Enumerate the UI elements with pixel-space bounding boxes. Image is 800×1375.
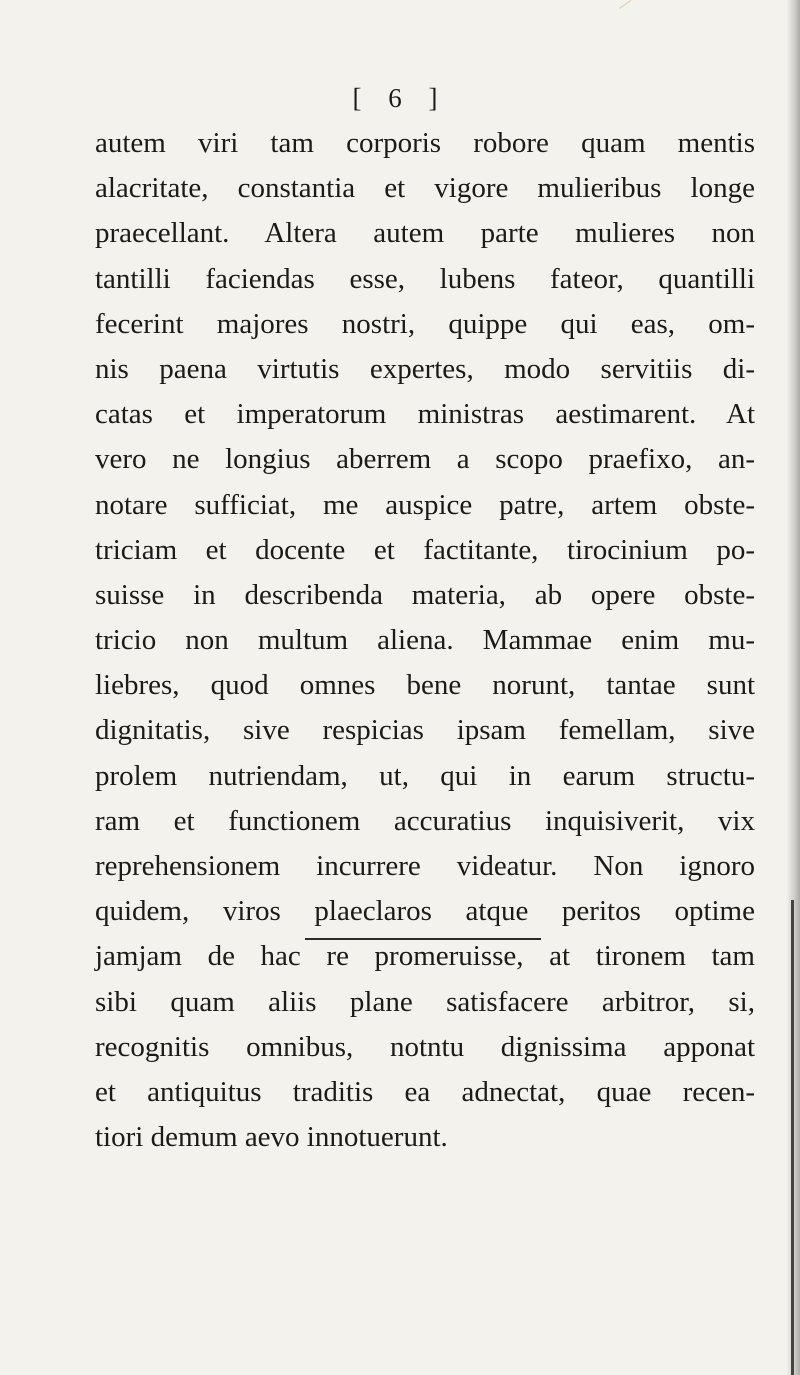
text-line: reprehensionem incurrere videatur. Non ignoro [95, 850, 755, 882]
text-line: tricio non multum aliena. Mammae enim mu- [95, 624, 755, 657]
text-line: recognitis omnibus, notntu dignissima apponat [95, 1030, 755, 1063]
text-line: et antiquitus traditis ea adnectat, quae recen- [95, 1075, 755, 1108]
text-line: vero ne longius aberrem a scopo praefixo, an- [95, 443, 755, 476]
text-line: nis paena virtutis expertes, modo servitiis di- [95, 352, 755, 385]
body-text [95, 121, 755, 1160]
text-line: autem viri tam corporis robore quam mentis [95, 127, 755, 159]
text-line: triciam et docente et factitante, tirocinium po- [95, 533, 755, 566]
text-line: prolem nutriendam, ut, qui in earum structu- [95, 759, 755, 792]
ink-mark [619, 0, 631, 9]
text-line: ram et functionem accuratius inquisiverit, vix [95, 804, 755, 837]
text-line: fecerint majores nostri, quippe qui eas, om- [95, 307, 755, 340]
text-line: tantilli faciendas esse, lubens fateor, quantilli [95, 262, 755, 295]
text-line: jamjam de hac re promeruisse, at tironem tam [95, 940, 755, 973]
text-line: catas et imperatorum ministras aestimarent. At [95, 398, 755, 431]
text-line: tiori demum aevo innotuerunt. [95, 1121, 448, 1154]
text-line: quidem, viros plaeclaros atque peritos optime [95, 895, 755, 928]
section-rule [305, 938, 541, 940]
text-line: liebres, quod omnes bene norunt, tantae sunt [95, 669, 755, 702]
text-line: dignitatis, sive respicias ipsam femellam, sive [95, 714, 755, 747]
text-line: suisse in describenda materia, ab opere obste- [95, 578, 755, 611]
page-number: [ 6 ] [352, 83, 448, 113]
text-line: notare sufficiat, me auspice patre, artem obste- [95, 488, 755, 521]
page-edge-line [791, 900, 794, 1375]
text-line: sibi quam aliis plane satisfacere arbitror, si, [95, 985, 755, 1018]
text-line: praecellant. Altera autem parte mulieres non [95, 217, 755, 250]
text-line: alacritate, constantia et vigore mulieribus longe [95, 172, 755, 205]
